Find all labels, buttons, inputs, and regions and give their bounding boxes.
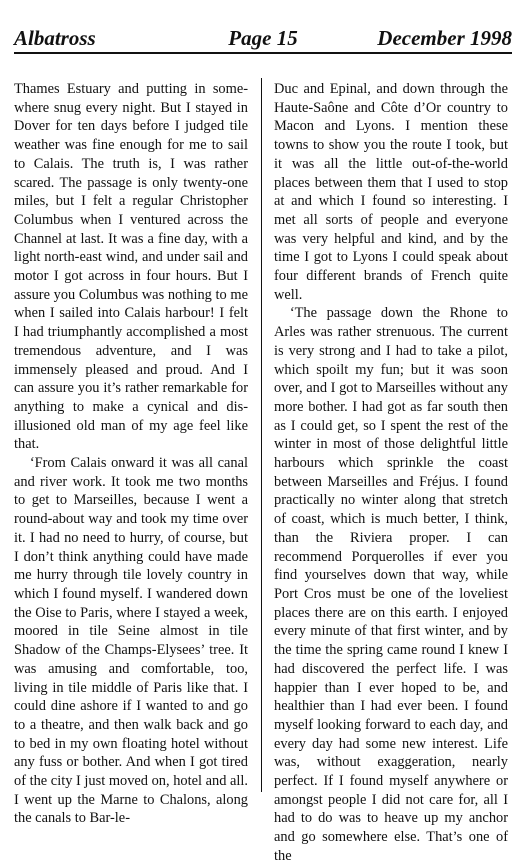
column-divider xyxy=(261,78,262,792)
page-number: Page 15 xyxy=(228,26,298,50)
paragraph: ‘From Calais onward it was all canal and river work. It took me two months to get to Marseilles, because I went a round-about way and took my time over it. I had no need to hurry, of course, but I don’t think anything could have made me hurry through tile lovely country in which I found myself. I wandered down the Oise to Paris, where I stayed a week, moored in tile Seine almost in tile Shadow of the Champs-Elysees’ tree. It was amusing and comfortable, too, living in tile middle of Paris like that. I could dine ashore if I wanted to and go to a theatre, and then walk back and go to bed in my own floating hotel without any fuss or bother. And when I got tired of the city I just moved on, hotel and all. I went up the Marne to Chalons, along the canals to Bar-le- xyxy=(14,455,248,827)
paragraph: ‘The passage down the Rhone to Arles was rather strenuous. The current is very strong and I had to take a pilot, which spoilt my fun; but it was soon over, and I got to Marseilles without any more bother. I had got as far south then as I could get, so I spent the rest of the winter in most of those delightful little harbours which sprinkle the coast between Marseilles and Fréjus. I found practically no winter along that stretch of coast, which is much better, I think, than the Riviera proper. I can recommend Porquerolles if ever you find yourselves down that way, while Port Cros must be one of the loveliest places there are on this earth. I enjoyed every minute of that first winter, and by the time the spring came round I knew I had discovered the perfect life. I was happier than I ever hoped to be, and healthier than I had ever been. I found myself looking forward to each day, and every day had some new interest. Life was, without exaggeration, nearly perfect. If I found myself anywhere or amongst people I did not care for, all I had to do was to heave up my anchor and go somewhere else. That’s one of the xyxy=(274,305,508,864)
issue-date: December 1998 xyxy=(377,26,512,50)
paragraph: Duc and Epinal, and down through the Haute-Saône and Côte d’Or country to Macon and Lyons. I mention these towns to show you the route I took, but it was all the little out-of-the-world places between them that I used to stop at and which I found so interesting. I met all sorts of people and everyone was very helpful and kind, and by the time I got to Lyons I could speak about four different brands of French quite well. xyxy=(274,81,508,303)
paragraph: Thames Estuary and putting in somewhere snug every night. But I stayed in Dover for ten days before I judged tile weather was fine enough for me to sail to Calais. The truth is, I was rather scared. The passage is only twenty-one miles, but I felt a regular Christopher Columbus when I ventured across the Channel at last. It was a fine day, with a light north-east wind, and under sail and motor I got across in four hours. But I assure you Columbus was nothing to me when I sailed into Calais harbour! I felt I had triumphantly accomplished a most tremendous adventure, and I was immensely pleased and proud. And I can assure you it’s rather remarkable for anything to make a cynical and disillusioned old man of my age feel like that. xyxy=(14,81,248,453)
left-column xyxy=(14,80,248,828)
right-column xyxy=(274,80,508,866)
page-header xyxy=(14,26,512,54)
publication-title: Albatross xyxy=(14,26,96,50)
